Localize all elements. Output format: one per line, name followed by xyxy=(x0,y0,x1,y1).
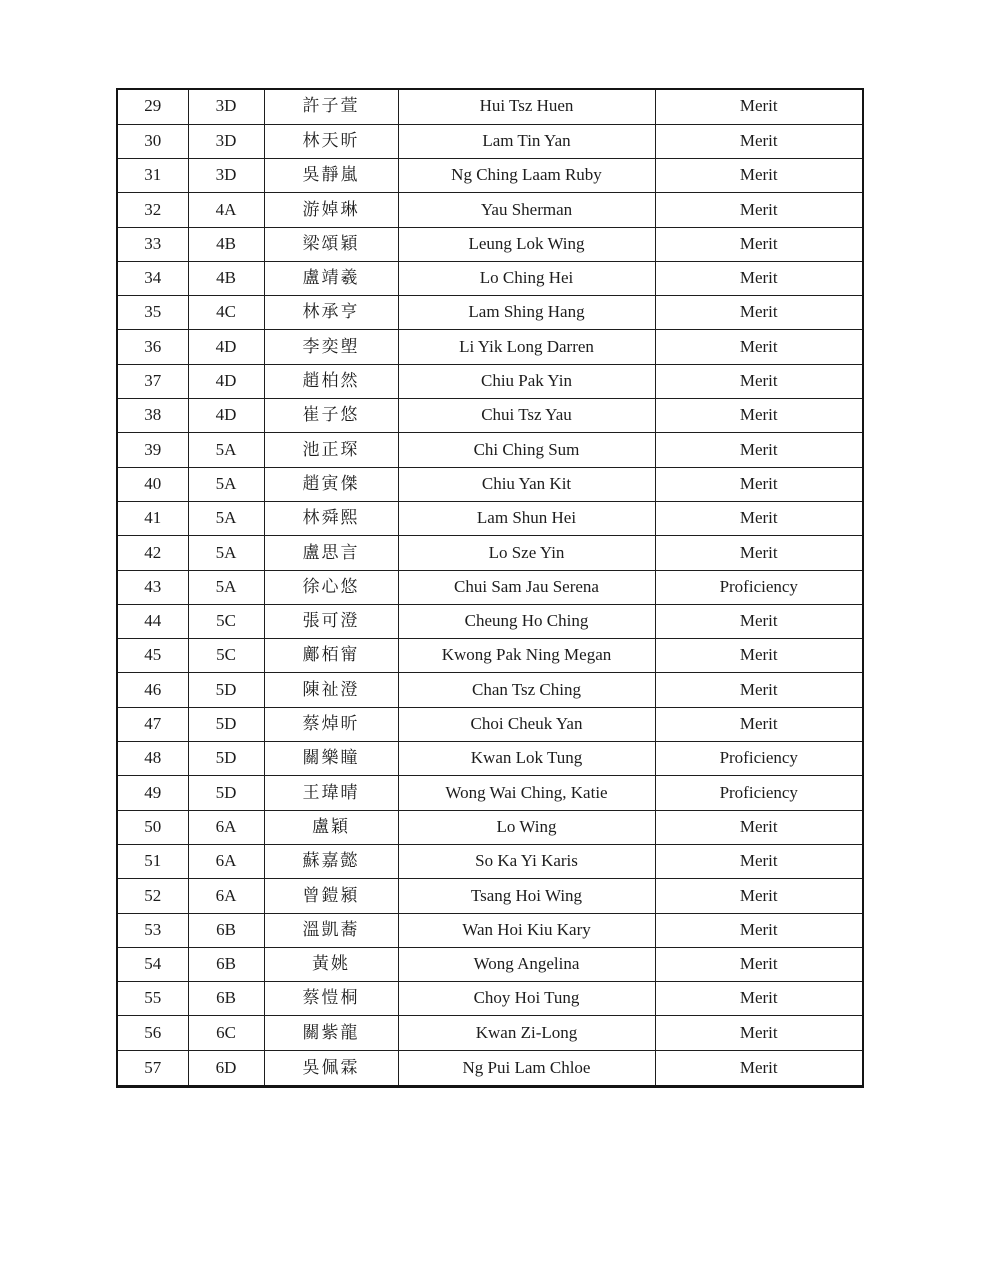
class-cell: 4D xyxy=(188,399,264,433)
row-number-cell: 38 xyxy=(117,399,188,433)
table-row xyxy=(117,570,863,604)
table-row xyxy=(117,433,863,467)
row-number-cell: 41 xyxy=(117,501,188,535)
class-cell: 4B xyxy=(188,261,264,295)
chinese-name-cell: 曾鎧潁 xyxy=(264,879,398,913)
english-name-cell: Lo Ching Hei xyxy=(398,261,655,295)
award-cell: Merit xyxy=(655,399,863,433)
class-cell: 4A xyxy=(188,193,264,227)
table-row xyxy=(117,776,863,810)
chinese-name-cell: 池正琛 xyxy=(264,433,398,467)
chinese-name-cell: 關樂瞳 xyxy=(264,742,398,776)
row-number-cell: 34 xyxy=(117,261,188,295)
chinese-name-cell: 蔡焯昕 xyxy=(264,707,398,741)
english-name-cell: Lo Sze Yin xyxy=(398,536,655,570)
table-row xyxy=(117,947,863,981)
class-cell: 3D xyxy=(188,89,264,124)
table-row xyxy=(117,124,863,158)
award-cell: Merit xyxy=(655,1016,863,1050)
table-row xyxy=(117,913,863,947)
english-name-cell: Kwan Lok Tung xyxy=(398,742,655,776)
class-cell: 5A xyxy=(188,467,264,501)
table-row xyxy=(117,227,863,261)
class-cell: 5D xyxy=(188,776,264,810)
chinese-name-cell: 陳祉澄 xyxy=(264,673,398,707)
row-number-cell: 29 xyxy=(117,89,188,124)
english-name-cell: Lam Shun Hei xyxy=(398,501,655,535)
award-cell: Merit xyxy=(655,639,863,673)
chinese-name-cell: 蔡愷桐 xyxy=(264,982,398,1016)
row-number-cell: 48 xyxy=(117,742,188,776)
class-cell: 6A xyxy=(188,879,264,913)
table-row xyxy=(117,261,863,295)
award-cell: Merit xyxy=(655,707,863,741)
table-row xyxy=(117,982,863,1016)
row-number-cell: 39 xyxy=(117,433,188,467)
row-number-cell: 50 xyxy=(117,810,188,844)
chinese-name-cell: 游婥琳 xyxy=(264,193,398,227)
english-name-cell: Chan Tsz Ching xyxy=(398,673,655,707)
english-name-cell: So Ka Yi Karis xyxy=(398,844,655,878)
class-cell: 6A xyxy=(188,810,264,844)
award-cell: Merit xyxy=(655,947,863,981)
english-name-cell: Ng Pui Lam Chloe xyxy=(398,1050,655,1086)
chinese-name-cell: 鄺栢甯 xyxy=(264,639,398,673)
english-name-cell: Chi Ching Sum xyxy=(398,433,655,467)
english-name-cell: Wong Angelina xyxy=(398,947,655,981)
chinese-name-cell: 盧穎 xyxy=(264,810,398,844)
english-name-cell: Choy Hoi Tung xyxy=(398,982,655,1016)
class-cell: 6B xyxy=(188,913,264,947)
english-name-cell: Cheung Ho Ching xyxy=(398,604,655,638)
table-row xyxy=(117,707,863,741)
table-row xyxy=(117,467,863,501)
class-cell: 5A xyxy=(188,570,264,604)
chinese-name-cell: 李奕塱 xyxy=(264,330,398,364)
award-cell: Merit xyxy=(655,227,863,261)
table-row xyxy=(117,501,863,535)
class-cell: 5D xyxy=(188,742,264,776)
chinese-name-cell: 吳佩霖 xyxy=(264,1050,398,1086)
award-cell: Merit xyxy=(655,844,863,878)
row-number-cell: 45 xyxy=(117,639,188,673)
award-cell: Merit xyxy=(655,330,863,364)
english-name-cell: Leung Lok Wing xyxy=(398,227,655,261)
row-number-cell: 44 xyxy=(117,604,188,638)
row-number-cell: 43 xyxy=(117,570,188,604)
chinese-name-cell: 盧思言 xyxy=(264,536,398,570)
english-name-cell: Ng Ching Laam Ruby xyxy=(398,158,655,192)
row-number-cell: 37 xyxy=(117,364,188,398)
award-cell: Merit xyxy=(655,913,863,947)
row-number-cell: 56 xyxy=(117,1016,188,1050)
chinese-name-cell: 趙柏然 xyxy=(264,364,398,398)
row-number-cell: 53 xyxy=(117,913,188,947)
award-cell: Merit xyxy=(655,364,863,398)
english-name-cell: Hui Tsz Huen xyxy=(398,89,655,124)
class-cell: 4B xyxy=(188,227,264,261)
award-cell: Merit xyxy=(655,1050,863,1086)
table-row xyxy=(117,810,863,844)
row-number-cell: 31 xyxy=(117,158,188,192)
row-number-cell: 35 xyxy=(117,296,188,330)
table-row xyxy=(117,296,863,330)
english-name-cell: Chui Tsz Yau xyxy=(398,399,655,433)
table-row xyxy=(117,879,863,913)
award-cell: Merit xyxy=(655,158,863,192)
english-name-cell: Li Yik Long Darren xyxy=(398,330,655,364)
award-cell: Proficiency xyxy=(655,776,863,810)
english-name-cell: Kwong Pak Ning Megan xyxy=(398,639,655,673)
row-number-cell: 57 xyxy=(117,1050,188,1086)
award-cell: Merit xyxy=(655,261,863,295)
table-row xyxy=(117,158,863,192)
english-name-cell: Wan Hoi Kiu Kary xyxy=(398,913,655,947)
row-number-cell: 54 xyxy=(117,947,188,981)
chinese-name-cell: 盧靖羲 xyxy=(264,261,398,295)
class-cell: 6D xyxy=(188,1050,264,1086)
award-table xyxy=(116,88,864,1088)
chinese-name-cell: 關紫龍 xyxy=(264,1016,398,1050)
chinese-name-cell: 崔子悠 xyxy=(264,399,398,433)
row-number-cell: 47 xyxy=(117,707,188,741)
award-cell: Merit xyxy=(655,604,863,638)
row-number-cell: 49 xyxy=(117,776,188,810)
row-number-cell: 51 xyxy=(117,844,188,878)
award-cell: Merit xyxy=(655,467,863,501)
class-cell: 3D xyxy=(188,124,264,158)
chinese-name-cell: 林天昕 xyxy=(264,124,398,158)
chinese-name-cell: 徐心悠 xyxy=(264,570,398,604)
chinese-name-cell: 林承亨 xyxy=(264,296,398,330)
class-cell: 5C xyxy=(188,604,264,638)
table-row xyxy=(117,399,863,433)
table-row xyxy=(117,193,863,227)
award-cell: Merit xyxy=(655,193,863,227)
english-name-cell: Chiu Pak Yin xyxy=(398,364,655,398)
row-number-cell: 33 xyxy=(117,227,188,261)
chinese-name-cell: 蘇嘉懿 xyxy=(264,844,398,878)
class-cell: 6C xyxy=(188,1016,264,1050)
table-row xyxy=(117,89,863,124)
row-number-cell: 40 xyxy=(117,467,188,501)
award-cell: Proficiency xyxy=(655,570,863,604)
award-cell: Merit xyxy=(655,673,863,707)
class-cell: 5A xyxy=(188,501,264,535)
award-cell: Proficiency xyxy=(655,742,863,776)
table-row xyxy=(117,1016,863,1050)
table-row xyxy=(117,639,863,673)
table-row xyxy=(117,536,863,570)
award-cell: Merit xyxy=(655,501,863,535)
table-row xyxy=(117,364,863,398)
english-name-cell: Wong Wai Ching, Katie xyxy=(398,776,655,810)
award-cell: Merit xyxy=(655,536,863,570)
row-number-cell: 55 xyxy=(117,982,188,1016)
english-name-cell: Lam Shing Hang xyxy=(398,296,655,330)
table-row xyxy=(117,330,863,364)
english-name-cell: Chui Sam Jau Serena xyxy=(398,570,655,604)
class-cell: 4D xyxy=(188,330,264,364)
class-cell: 6B xyxy=(188,947,264,981)
chinese-name-cell: 趙寅傑 xyxy=(264,467,398,501)
class-cell: 5C xyxy=(188,639,264,673)
chinese-name-cell: 梁頌穎 xyxy=(264,227,398,261)
award-cell: Merit xyxy=(655,879,863,913)
award-cell: Merit xyxy=(655,433,863,467)
chinese-name-cell: 吳靜嵐 xyxy=(264,158,398,192)
english-name-cell: Lam Tin Yan xyxy=(398,124,655,158)
award-cell: Merit xyxy=(655,982,863,1016)
english-name-cell: Choi Cheuk Yan xyxy=(398,707,655,741)
table-row xyxy=(117,844,863,878)
class-cell: 5D xyxy=(188,707,264,741)
award-cell: Merit xyxy=(655,124,863,158)
row-number-cell: 52 xyxy=(117,879,188,913)
class-cell: 3D xyxy=(188,158,264,192)
class-cell: 5D xyxy=(188,673,264,707)
award-table-body xyxy=(117,89,863,1087)
class-cell: 5A xyxy=(188,536,264,570)
english-name-cell: Kwan Zi-Long xyxy=(398,1016,655,1050)
row-number-cell: 30 xyxy=(117,124,188,158)
row-number-cell: 36 xyxy=(117,330,188,364)
chinese-name-cell: 林舜熙 xyxy=(264,501,398,535)
table-row xyxy=(117,1050,863,1086)
chinese-name-cell: 溫凱蕎 xyxy=(264,913,398,947)
english-name-cell: Yau Sherman xyxy=(398,193,655,227)
class-cell: 5A xyxy=(188,433,264,467)
row-number-cell: 32 xyxy=(117,193,188,227)
chinese-name-cell: 王瑋晴 xyxy=(264,776,398,810)
award-cell: Merit xyxy=(655,296,863,330)
class-cell: 6B xyxy=(188,982,264,1016)
chinese-name-cell: 張可澄 xyxy=(264,604,398,638)
chinese-name-cell: 黃姚 xyxy=(264,947,398,981)
chinese-name-cell: 許子萱 xyxy=(264,89,398,124)
row-number-cell: 46 xyxy=(117,673,188,707)
table-row xyxy=(117,673,863,707)
class-cell: 4C xyxy=(188,296,264,330)
award-cell: Merit xyxy=(655,89,863,124)
class-cell: 6A xyxy=(188,844,264,878)
class-cell: 4D xyxy=(188,364,264,398)
award-cell: Merit xyxy=(655,810,863,844)
english-name-cell: Lo Wing xyxy=(398,810,655,844)
english-name-cell: Tsang Hoi Wing xyxy=(398,879,655,913)
english-name-cell: Chiu Yan Kit xyxy=(398,467,655,501)
table-row xyxy=(117,604,863,638)
row-number-cell: 42 xyxy=(117,536,188,570)
table-row xyxy=(117,742,863,776)
